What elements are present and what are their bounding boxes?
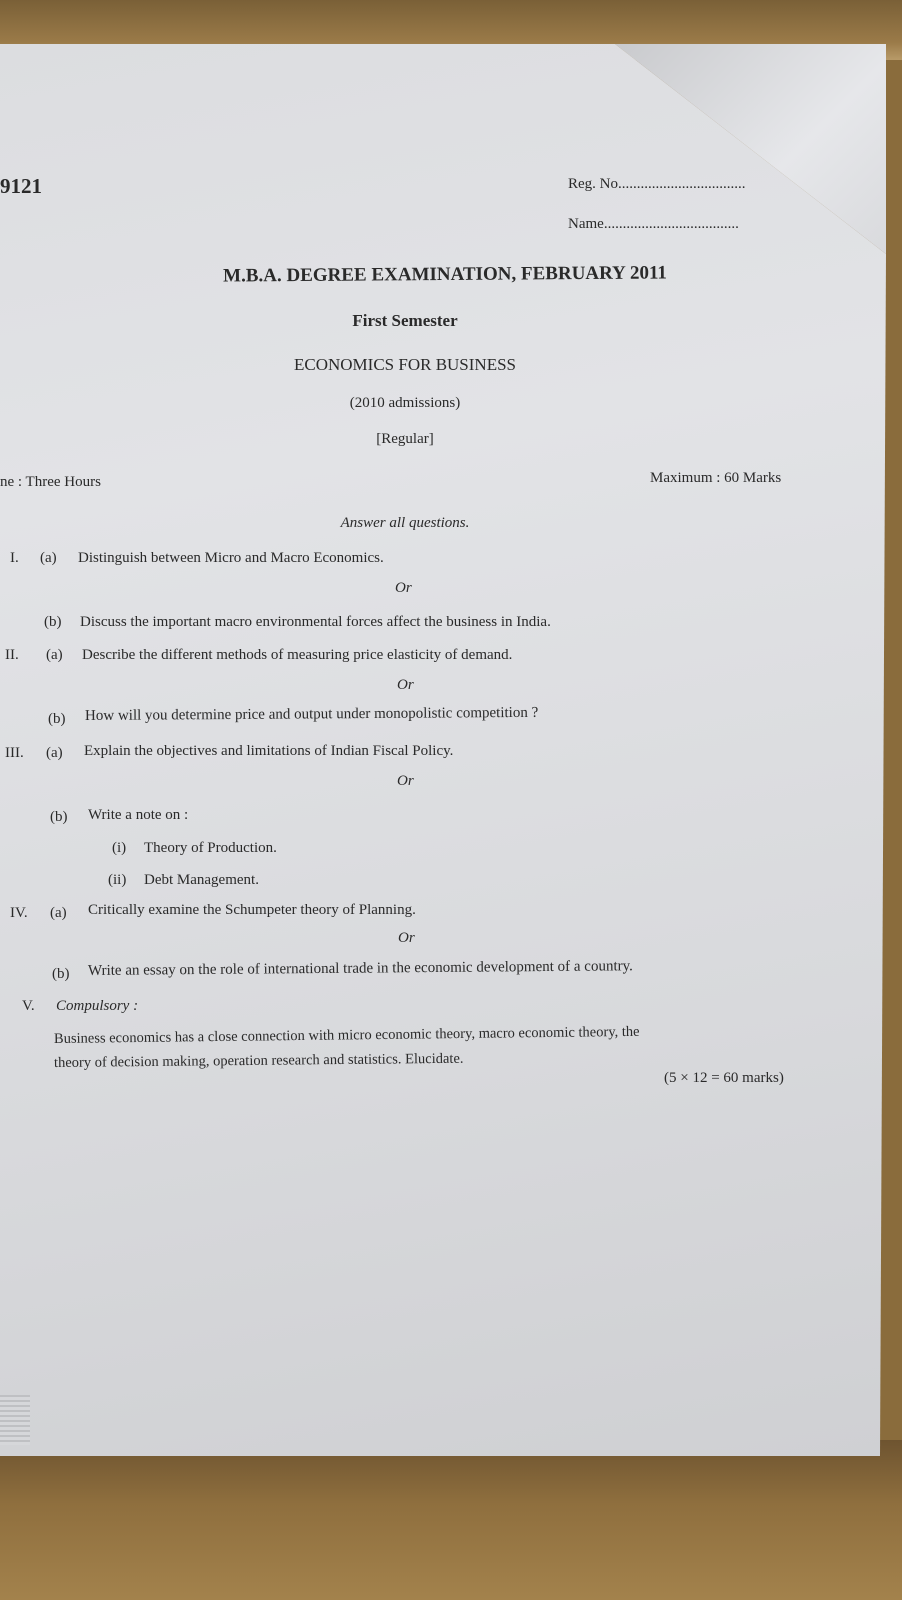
option-label: (a) [46,647,63,663]
question-text: Business economics has a close connection with micro economic theory, macro economic theory, the [53,1023,640,1047]
sub-option-text: Debt Management. [144,872,259,888]
question-number: V. [22,998,35,1014]
option-label: (b) [48,711,66,727]
or-separator: Or [395,580,412,596]
question-text: theory of decision making, operation research and statistics. Elucidate. [53,1050,464,1071]
or-separator: Or [397,677,414,693]
option-label: (b) [50,809,68,825]
sub-option-text: Theory of Production. [144,840,277,856]
option-label: (a) [40,550,57,566]
question-text: Critically examine the Schumpeter theory of Planning. [88,902,416,918]
question-number: I. [10,550,19,566]
stacked-sheets-edge [0,1395,30,1445]
desk-background-bottom [0,1440,902,1600]
question-text: Describe the different methods of measuring price elasticity of demand. [82,647,513,663]
exam-title: M.B.A. DEGREE EXAMINATION, FEBRUARY 2011 [223,262,667,287]
reg-no-field: Reg. No.................................. [568,176,746,192]
question-text: Explain the objectives and limitations of Indian Fiscal Policy. [84,743,454,759]
sub-option-label: (i) [112,840,127,856]
question-text: Discuss the important macro environmental forces affect the business in India. [80,614,551,630]
or-separator: Or [397,773,414,789]
admissions-note: (2010 admissions) [349,395,461,411]
question-number: II. [5,647,19,663]
option-label: (b) [44,614,62,630]
sub-option-label: (ii) [108,872,127,888]
exam-duration: ne : Three Hours [0,474,101,490]
or-separator: Or [398,930,415,946]
option-label: (a) [50,905,67,921]
category-note: [Regular] [376,431,434,447]
instruction-text: Answer all questions. [340,515,470,531]
name-field: Name.................................... [568,216,739,232]
question-text: Write a note on : [88,807,189,823]
question-number: IV. [10,905,28,921]
question-number: III. [5,745,24,761]
question-text: Distinguish between Micro and Macro Economics. [78,550,384,566]
option-label: (a) [46,745,63,761]
question-text: Write an essay on the role of international trade in the economic development of a country. [87,958,633,979]
subject-heading: ECONOMICS FOR BUSINESS [294,355,516,374]
paper-code: 9121 [0,174,42,198]
compulsory-label: Compulsory : [56,998,139,1014]
maximum-marks: Maximum : 60 Marks [650,470,782,486]
semester-heading: First Semester [352,311,458,330]
question-text: How will you determine price and output under monopolistic competition ? [84,704,539,724]
marks-summary: (5 × 12 = 60 marks) [664,1070,784,1086]
option-label: (b) [52,966,70,982]
